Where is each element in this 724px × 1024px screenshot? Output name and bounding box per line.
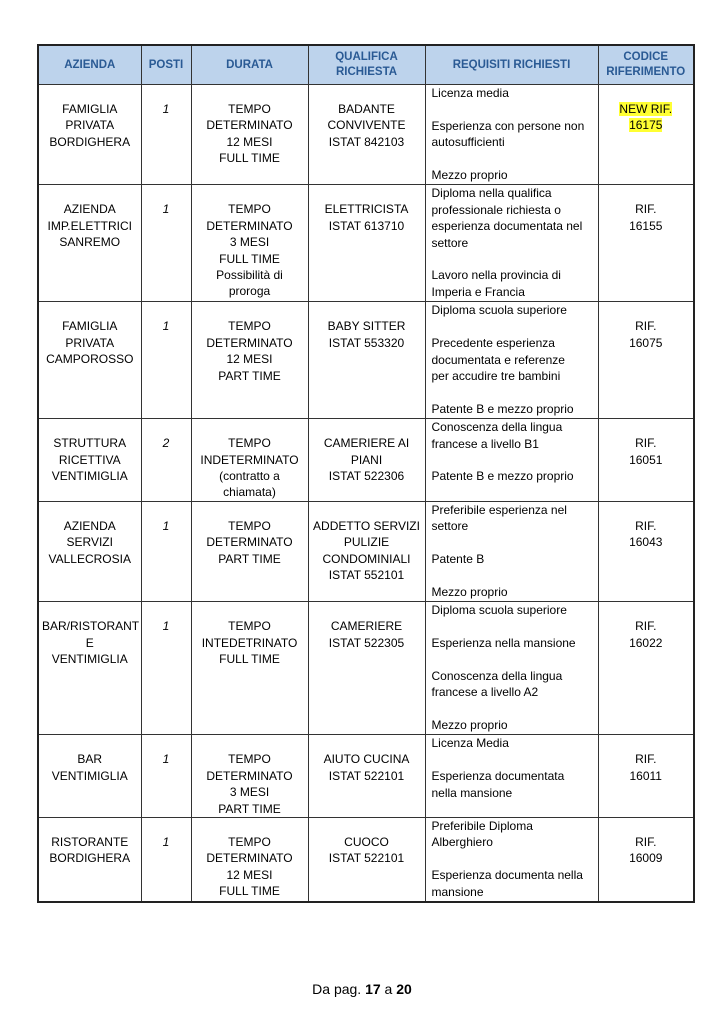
table-row — [38, 735, 694, 818]
cell-durata: TEMPO DETERMINATO 12 MESI FULL TIME — [191, 85, 308, 185]
cell-requisiti: Diploma nella qualifica professionale richiesta o esperienza documentata nel settore Lavoro nella provincia di Imperia e Francia — [425, 185, 598, 302]
cell-codice: RIF. 16011 — [598, 735, 694, 818]
cell-azienda: STRUTTURA RICETTIVA VENTIMIGLIA — [38, 419, 141, 502]
cell-posti: 1 — [141, 501, 191, 601]
cell-codice — [598, 85, 694, 185]
header-qualifica: QUALIFICA RICHIESTA — [308, 45, 425, 85]
cell-codice: RIF. 16075 — [598, 302, 694, 419]
cell-azienda: BAR/RISTORANT E VENTIMIGLIA — [38, 602, 141, 735]
table-row — [38, 419, 694, 502]
header-requisiti: REQUISITI RICHIESTI — [425, 45, 598, 85]
cell-requisiti: Diploma scuola superiore Esperienza nella mansione Conoscenza della lingua francese a livello A2 Mezzo proprio — [425, 602, 598, 735]
table-row — [38, 602, 694, 735]
table-row — [38, 185, 694, 302]
table-row — [38, 818, 694, 903]
cell-codice: RIF. 16043 — [598, 501, 694, 601]
cell-azienda: FAMIGLIA PRIVATA CAMPOROSSO — [38, 302, 141, 419]
cell-qualifica: CAMERIERE AI PIANI ISTAT 522306 — [308, 419, 425, 502]
table-row — [38, 302, 694, 419]
table-row — [38, 85, 694, 185]
cell-durata: TEMPO INDETERMINATO (contratto a chiamata) — [191, 419, 308, 502]
cell-durata: TEMPO DETERMINATO 3 MESI FULL TIME Possibilità di proroga — [191, 185, 308, 302]
cell-posti: 1 — [141, 302, 191, 419]
cell-posti: 1 — [141, 735, 191, 818]
cell-durata: TEMPO DETERMINATO 3 MESI PART TIME — [191, 735, 308, 818]
cell-azienda: AZIENDA SERVIZI VALLECROSIA — [38, 501, 141, 601]
cell-posti: 1 — [141, 185, 191, 302]
cell-azienda: RISTORANTE BORDIGHERA — [38, 818, 141, 903]
cell-codice: RIF. 16051 — [598, 419, 694, 502]
cell-qualifica: BADANTE CONVIVENTE ISTAT 842103 — [308, 85, 425, 185]
cell-qualifica: ELETTRICISTA ISTAT 613710 — [308, 185, 425, 302]
cell-azienda: AZIENDA IMP.ELETTRICI SANREMO — [38, 185, 141, 302]
header-posti: POSTI — [141, 45, 191, 85]
page-footer — [0, 981, 724, 997]
footer-prefix: Da pag. — [312, 981, 366, 997]
cell-requisiti: Licenza media Esperienza con persone non autosufficienti Mezzo proprio — [425, 85, 598, 185]
cell-requisiti: Licenza Media Esperienza documentata nella mansione — [425, 735, 598, 818]
new-reference-highlight: NEW RIF. 16175 — [619, 102, 673, 133]
footer-page-number: 17 — [365, 981, 381, 997]
header-azienda: AZIENDA — [38, 45, 141, 85]
cell-posti: 1 — [141, 602, 191, 735]
cell-posti: 2 — [141, 419, 191, 502]
cell-qualifica: CAMERIERE ISTAT 522305 — [308, 602, 425, 735]
cell-posti: 1 — [141, 85, 191, 185]
footer-total-pages: 20 — [396, 981, 412, 997]
cell-requisiti: Preferibile esperienza nel settore Patente B Mezzo proprio — [425, 501, 598, 601]
cell-posti: 1 — [141, 818, 191, 903]
table-header-row — [38, 45, 694, 85]
cell-codice: RIF. 16022 — [598, 602, 694, 735]
cell-requisiti: Diploma scuola superiore Precedente esperienza documentata e referenze per accudire tre bambini Patente B e mezzo proprio — [425, 302, 598, 419]
cell-qualifica: ADDETTO SERVIZI PULIZIE CONDOMINIALI ISTAT 552101 — [308, 501, 425, 601]
cell-qualifica: AIUTO CUCINA ISTAT 522101 — [308, 735, 425, 818]
table-row — [38, 501, 694, 601]
cell-requisiti: Conoscenza della lingua francese a livello B1 Patente B e mezzo proprio — [425, 419, 598, 502]
header-codice: CODICE RIFERIMENTO — [598, 45, 694, 85]
header-durata: DURATA — [191, 45, 308, 85]
cell-codice: RIF. 16155 — [598, 185, 694, 302]
cell-requisiti: Preferibile Diploma Alberghiero Esperienza documenta nella mansione — [425, 818, 598, 903]
job-listings-table — [37, 44, 695, 903]
footer-middle: a — [380, 981, 397, 997]
cell-azienda: FAMIGLIA PRIVATA BORDIGHERA — [38, 85, 141, 185]
cell-durata: TEMPO INTEDETRINATO FULL TIME — [191, 602, 308, 735]
cell-azienda: BAR VENTIMIGLIA — [38, 735, 141, 818]
cell-codice: RIF. 16009 — [598, 818, 694, 903]
cell-qualifica: CUOCO ISTAT 522101 — [308, 818, 425, 903]
cell-qualifica: BABY SITTER ISTAT 553320 — [308, 302, 425, 419]
cell-durata: TEMPO DETERMINATO 12 MESI FULL TIME — [191, 818, 308, 903]
cell-durata: TEMPO DETERMINATO PART TIME — [191, 501, 308, 601]
cell-durata: TEMPO DETERMINATO 12 MESI PART TIME — [191, 302, 308, 419]
